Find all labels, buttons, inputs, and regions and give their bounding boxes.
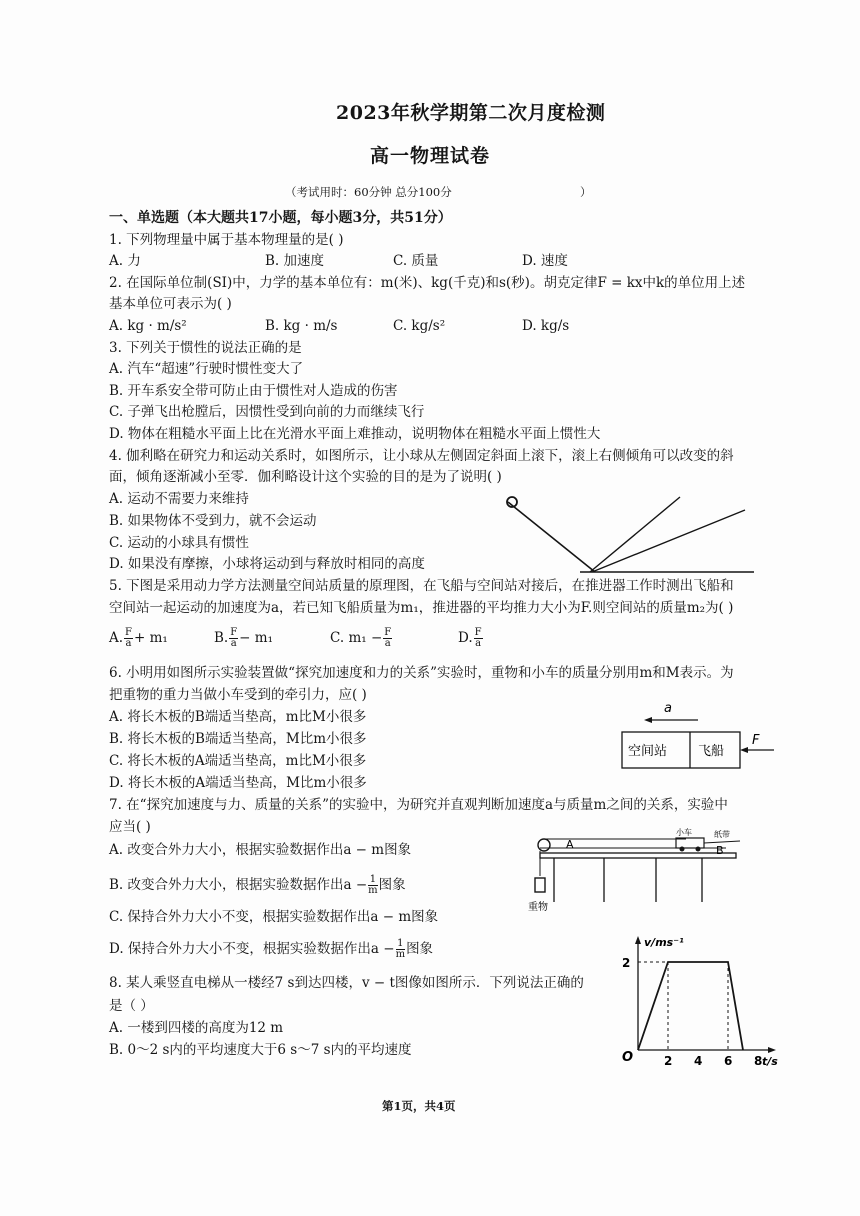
fraction-f-over-a: $\frac{F}{a}$ [384,627,392,649]
q6-option-c: C. 将长木板的A端适当垫高，m比M小很多 [109,753,367,769]
q2-option-d: D. kg/s [522,318,570,334]
cart-wheel [696,847,701,852]
q8-option-b: B. 0～2 s内的平均速度大于6 s～7 s内的平均速度 [109,1042,412,1058]
q7-option-b: B. 改变合外力大小，根据实验数据作出a − $\frac{1}{m}$ 图象 [109,874,406,896]
fraction-f-over-a: $\frac{F}{a}$ [230,627,238,649]
q3-option-d: D. 物体在粗糙水平面上比在光滑水平面上难推动，说明物体在粗糙水平面上惯性大 [109,426,601,442]
q5-option-d: D. $\frac{F}{a}$ [458,627,482,649]
q8-stem-line2: 是（ ） [109,998,154,1014]
apparatus-figure [526,826,744,914]
q4-option-b: B. 如果物体不受到力，就不会运动 [109,513,317,529]
fraction-f-over-a: $\frac{F}{a}$ [474,627,482,649]
q3-stem: 3. 下列关于惯性的说法正确的是 [109,340,302,356]
fraction-1-over-m: $\frac{1}{m}$ [395,938,406,960]
section-heading: 一、单选题（本大题共17小题，每小题3分，共51分） [109,210,452,226]
q8-option-a: A. 一楼到四楼的高度为12 m [109,1020,284,1036]
q1-option-d: D. 速度 [522,253,568,269]
q4-option-c: C. 运动的小球具有惯性 [109,535,249,551]
exam-time-note: （考试用时：60分钟 总分100分 [285,185,452,199]
cart-label: 小车 [676,828,692,837]
force-arrow-head [740,747,748,753]
vt-graph [614,934,786,1066]
q5-option-a: A. $\frac{F}{a}$ + m₁ [109,627,168,649]
q7-stem-line1: 7. 在“探究加速度与力、质量的关系”的实验中，为研究并直观判断加速度a与质量m之间的关系，实验中 [109,797,728,813]
point-b-label: B [716,844,724,857]
q6-option-a: A. 将长木板的B端适当垫高，m比M小很多 [109,709,367,725]
q7-option-a: A. 改变合外力大小，根据实验数据作出a − m图象 [109,842,412,858]
q7-stem-line2: 应当( ) [109,819,151,835]
q1-option-b: B. 加速度 [265,253,325,269]
exam-time-note-close: ） [580,185,592,199]
q6-stem-line1: 6. 小明用如图所示实验装置做“探究加速度和力的关系”实验时，重物和小车的质量分别用m和M表示。为 [109,665,734,681]
q6-stem-line2: 把重物的重力当做小车受到的牵引力，应( ) [109,687,367,703]
q1-option-a: A. 力 [109,253,141,269]
q4-stem-line1: 4. 伽利略在研究力和运动关系时，如图所示，让小球从左侧固定斜面上滚下，滚上右侧倾角可以改变的斜 [109,448,734,464]
point-a-label: A [566,838,574,851]
x-tick-label: 8 [754,1054,763,1066]
q7-option-c: C. 保持合外力大小不变，根据实验数据作出a − m图象 [109,909,439,925]
pulley-icon [538,839,550,851]
exam-subtitle: 高一物理试卷 [370,145,491,167]
tape-label: 纸带 [714,830,730,839]
y-axis-label: v/ms⁻¹ [644,936,684,949]
q2-stem-line2: 基本单位可表示为( ) [109,296,232,312]
q7-option-d: D. 保持合外力大小不变，根据实验数据作出a − $\frac{1}{m}$ 图象 [109,938,434,960]
q2-option-b: B. kg · m/s [265,318,338,334]
q5-option-b: B. $\frac{F}{a}$ − m₁ [214,627,273,649]
q6-option-d: D. 将长木板的A端适当垫高，M比m小很多 [109,775,367,791]
ship-label: 飞船 [698,744,725,759]
q1-stem: 1. 下列物理量中属于基本物理量的是( ) [109,232,344,248]
q2-option-a: A. kg · m/s² [109,318,187,334]
page-footer: 第1页，共4页 [382,1099,456,1113]
x-axis-label: t/s [762,1055,778,1066]
left-incline [508,502,595,572]
y-axis-arrow [635,936,641,944]
right-incline-steep [590,497,680,572]
q4-option-d: D. 如果没有摩擦，小球将运动到与释放时相同的高度 [109,556,425,572]
accel-arrow-head [644,717,652,723]
x-tick-label: 6 [724,1054,733,1066]
x-tick-label: 4 [694,1054,703,1066]
q4-option-a: A. 运动不需要力来维持 [109,491,249,507]
right-incline-shallow [592,510,745,572]
accel-label: a [664,701,672,716]
q4-stem-line2: 面，倾角逐渐减小至零．伽利略设计这个实验的目的是为了说明( ) [109,469,502,485]
long-board [540,853,736,858]
fraction-f-over-a: $\frac{F}{a}$ [125,627,132,649]
data-marks [638,962,743,1050]
x-tick-label: 2 [664,1054,673,1066]
q2-stem-line1: 2. 在国际单位制(SI)中，力学的基本单位有：m(米)、kg(千克)和s(秒)。胡克定律F = kx中k的单位用上述 [109,275,746,291]
space-station-figure [612,698,776,772]
q6-option-b: B. 将长木板的B端适当垫高，M比m小很多 [109,731,367,747]
q5-stem-line1: 5. 下图是采用动力学方法测量空间站质量的原理图，在飞船与空间站对接后，在推进器工作时测出飞船和 [109,578,734,594]
weight-block [535,878,545,892]
fraction-1-over-m: $\frac{1}{m}$ [368,874,378,896]
velocity-series-line [638,962,743,1050]
q2-option-c: C. kg/s² [393,318,446,334]
weight-label: 重物 [528,902,548,913]
q8-stem-line1: 8. 某人乘竖直电梯从一楼经7 s到达四楼，v − t图像如图所示．下列说法正确的 [109,975,584,991]
paper-tape [704,841,740,843]
exam-title: 2023年秋学期第二次月度检测 [336,102,606,124]
q5-option-c: C. m₁ − $\frac{F}{a}$ [330,627,392,649]
station-label: 空间站 [628,744,668,759]
galileo-incline-figure [500,492,756,576]
origin-label: O [622,1050,634,1065]
x-axis-arrow [768,1047,776,1053]
y-tick-label: 2 [622,956,631,970]
q3-option-a: A. 汽车“超速”行驶时惯性变大了 [109,361,304,377]
q3-option-b: B. 开车系安全带可防止由于惯性对人造成的伤害 [109,383,398,399]
force-label: F [752,733,760,748]
q5-stem-line2: 空间站一起运动的加速度为a，若已知飞船质量为m₁，推进器的平均推力大小为F.则空间站的质量m₂为( ) [109,600,734,616]
q3-option-c: C. 子弹飞出枪膛后，因惯性受到向前的力而继续飞行 [109,404,425,420]
q1-option-c: C. 质量 [393,253,439,269]
cart-wheel [680,847,685,852]
